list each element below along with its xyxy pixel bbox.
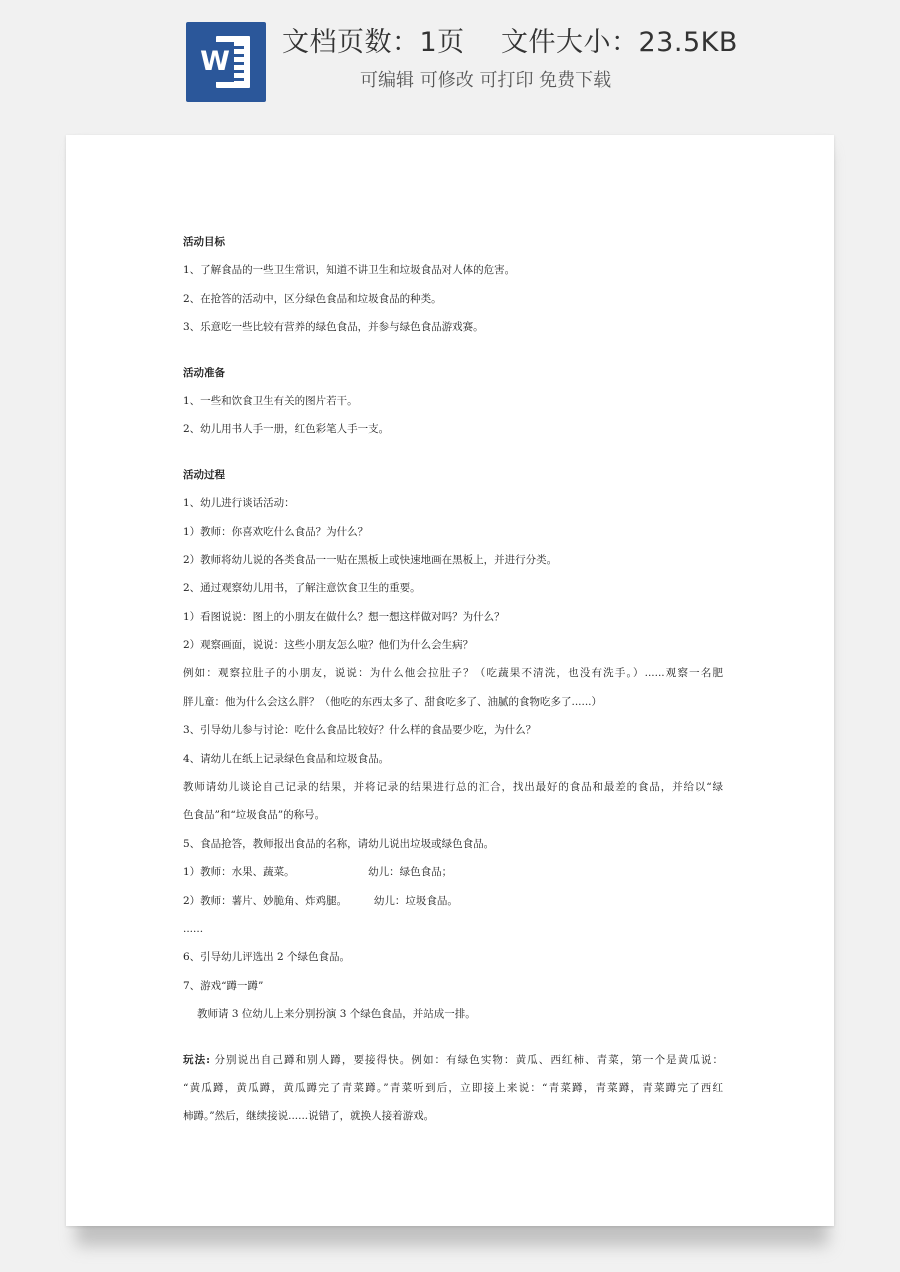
- section-heading-goals: 活动目标: [183, 236, 225, 248]
- paragraph: 例如：观察拉肚子的小朋友，说说：为什么他会拉肚子？（吃蔬果不清洗，也没有洗手。）......观察一名肥: [183, 667, 723, 680]
- paragraph: 3、乐意吃一些比较有营养的绿色食品，并参与绿色食品游戏赛。: [183, 321, 484, 334]
- document-features-subtitle: 可编辑 可修改 可打印 免费下载: [360, 70, 612, 91]
- section-heading-preparation: 活动准备: [183, 366, 225, 379]
- paragraph: 教师请幼儿谈论自己记录的结果，并将记录的结果进行总的汇合，找出最好的食品和最差的食品，并给以“绿: [183, 781, 723, 794]
- paragraph: 2、在抢答的活动中，区分绿色食品和垃圾食品的种类。: [183, 292, 442, 305]
- play-label: 玩法:: [183, 1053, 211, 1066]
- paragraph: 柿蹲。”然后，继续接说......说错了，就换人接着游戏。: [183, 1110, 435, 1123]
- paragraph: 2）观察画面，说说：这些小朋友怎么啦？他们为什么会生病？: [183, 639, 474, 652]
- paragraph: 3、引导幼儿参与讨论：吃什么食品比较好？什么样的食品要少吃，为什么？: [183, 724, 537, 737]
- paragraph: 色食品”和“垃圾食品”的称号。: [183, 809, 326, 822]
- section-heading-process: 活动过程: [183, 468, 225, 481]
- paragraph: 1）教师：水果、蔬菜。 幼儿：绿色食品；: [183, 866, 453, 879]
- document-page: [66, 135, 834, 1226]
- document-body: [183, 228, 723, 1131]
- paragraph: 教师请 3 位幼儿上来分别扮演 3 个绿色食品，并站成一排。: [197, 1008, 476, 1021]
- play-rules-paragraph: [183, 1046, 723, 1074]
- paragraph: 1）看图说说：图上的小朋友在做什么？想一想这样做对吗？为什么？: [183, 610, 505, 623]
- paragraph: 1）教师：你喜欢吃什么食品？为什么？: [183, 525, 369, 538]
- paragraph: ......: [183, 922, 204, 935]
- word-icon-letter: W: [196, 42, 234, 82]
- paragraph: 2）教师：薯片、妙脆角、炸鸡腿。 幼儿：垃圾食品。: [183, 894, 458, 907]
- play-rules-text: 分别说出自己蹲和别人蹲，要接得快。例如：有绿色实物：黄瓜、西红柿、青菜，第一个是黄瓜说：: [210, 1053, 723, 1066]
- paragraph: 2）教师将幼儿说的各类食品一一贴在黑板上或快速地画在黑板上，并进行分类。: [183, 553, 558, 566]
- paragraph: 胖儿童：他为什么会这么胖？（他吃的东西太多了、甜食吃多了、油腻的食物吃多了......）: [183, 695, 603, 708]
- paragraph: “黄瓜蹲，黄瓜蹲，黄瓜蹲完了青菜蹲。”青菜听到后，立即接上来说：“青菜蹲，青菜蹲，青菜蹲完了西红: [183, 1081, 723, 1094]
- paragraph: 5、食品抢答，教师报出食品的名称，请幼儿说出垃圾或绿色食品。: [183, 837, 495, 850]
- paragraph: 7、游戏“蹲一蹲”: [183, 979, 264, 992]
- paragraph: 4、请幼儿在纸上记录绿色食品和垃圾食品。: [183, 752, 390, 765]
- word-document-icon: [186, 22, 266, 102]
- paragraph: 6、引导幼儿评选出 2 个绿色食品。: [183, 951, 351, 964]
- download-banner: [0, 0, 900, 130]
- paragraph: 2、通过观察幼儿用书，了解注意饮食卫生的重要。: [183, 582, 421, 595]
- paragraph: 1、一些和饮食卫生有关的图片若干。: [183, 394, 358, 407]
- paragraph: 2、幼儿用书人手一册，红色彩笔人手一支。: [183, 423, 390, 436]
- paragraph: 1、幼儿进行谈话活动：: [183, 497, 295, 510]
- paragraph: 1、了解食品的一些卫生常识，知道不讲卫生和垃圾食品对人体的危害。: [183, 264, 516, 277]
- document-info-title: 文档页数：1页 文件大小：23.5KB: [282, 27, 738, 58]
